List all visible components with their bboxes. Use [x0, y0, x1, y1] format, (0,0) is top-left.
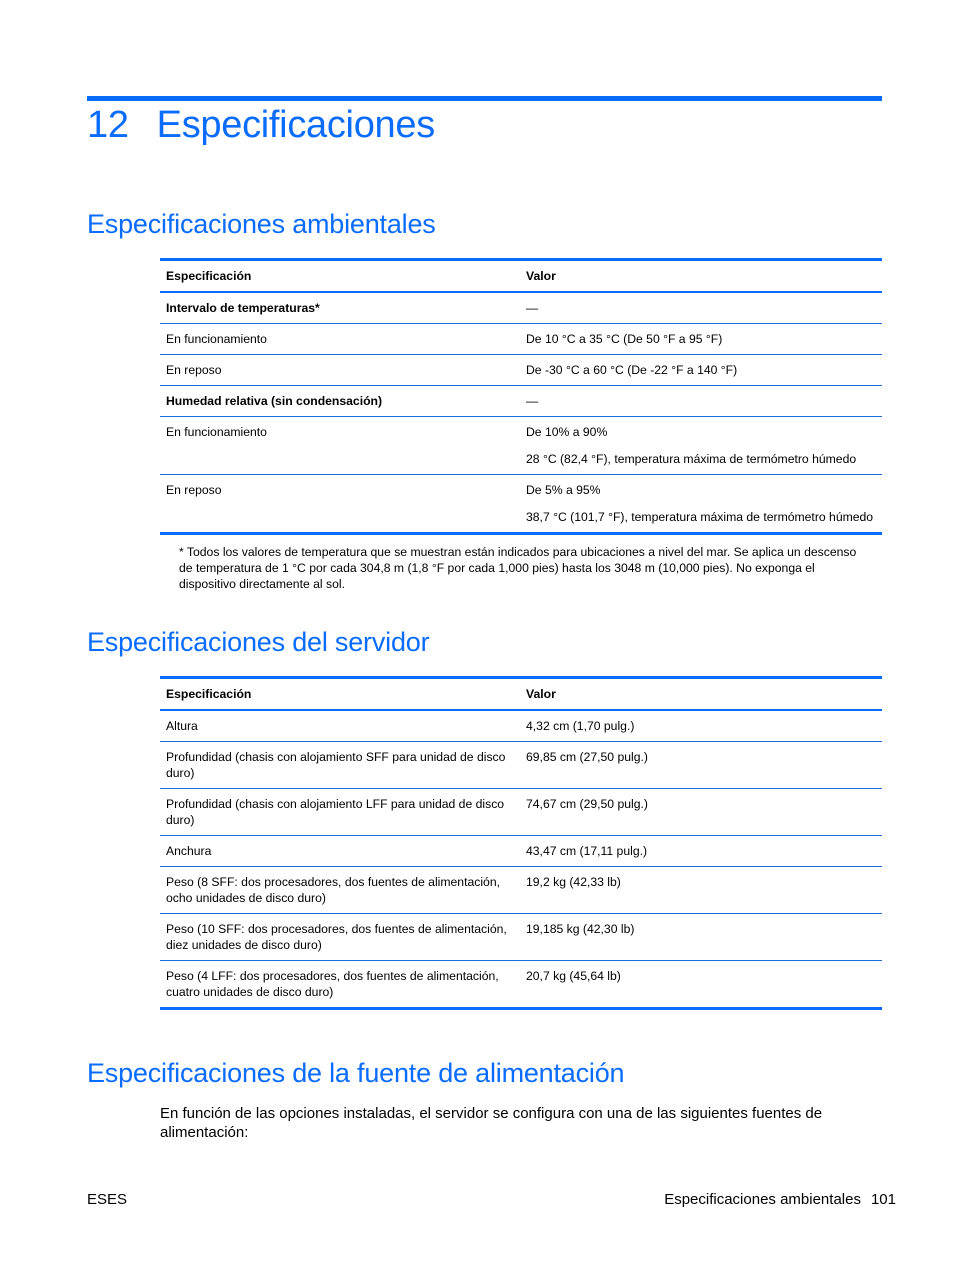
section-title-environmental: Especificaciones ambientales [87, 209, 436, 239]
row-value: — [526, 301, 539, 315]
row-label: Altura [166, 719, 198, 733]
row-value-primary: De 5% a 95% [526, 483, 601, 497]
row-value [520, 417, 882, 475]
table-row [160, 867, 882, 914]
table-row [160, 836, 882, 867]
section-title-server: Especificaciones del servidor [87, 627, 430, 657]
table-row [160, 742, 882, 789]
table-row [160, 355, 882, 386]
table-header-row [160, 260, 882, 293]
row-value: 74,67 cm (29,50 pulg.) [526, 797, 648, 811]
table-row [160, 324, 882, 355]
footer-section: Especificaciones ambientales [664, 1191, 861, 1208]
power-supply-intro: En función de las opciones instaladas, el servidor se configura con una de las siguientes fuentes de alimentación: [160, 1105, 823, 1141]
chapter-title [87, 104, 435, 147]
row-value-primary: De 10% a 90% [526, 425, 608, 439]
row-value: De -30 °C a 60 °C (De -22 °F a 140 °F) [526, 363, 738, 377]
row-label: Profundidad (chasis con alojamiento SFF para unidad de disco duro) [166, 750, 506, 780]
row-label: En funcionamiento [166, 332, 267, 346]
row-label: Anchura [166, 844, 212, 858]
server-spec-table [160, 676, 882, 1010]
row-value-secondary: 38,7 °C (101,7 °F), temperatura máxima de termómetro húmedo [526, 510, 874, 524]
column-header-spec: Especificación [166, 269, 252, 283]
row-value: 19,2 kg (42,33 lb) [526, 875, 621, 889]
row-value: 20,7 kg (45,64 lb) [526, 969, 621, 983]
row-value: 69,85 cm (27,50 pulg.) [526, 750, 648, 764]
row-label: Peso (10 SFF: dos procesadores, dos fuentes de alimentación, diez unidades de disco duro) [166, 922, 507, 952]
page-number: 101 [870, 1191, 896, 1208]
row-label: Peso (4 LFF: dos procesadores, dos fuentes de alimentación, cuatro unidades de disco duro) [166, 969, 499, 999]
table-row [160, 292, 882, 324]
chapter-rule [87, 96, 882, 101]
row-label: Humedad relativa (sin condensación) [166, 394, 383, 408]
column-header-value: Valor [526, 269, 556, 283]
row-value: 4,32 cm (1,70 pulg.) [526, 719, 635, 733]
row-value: — [526, 394, 539, 408]
row-value: De 10 °C a 35 °C (De 50 °F a 95 °F) [526, 332, 723, 346]
row-label: En reposo [166, 363, 222, 377]
table-row [160, 475, 882, 534]
row-value-secondary: 28 °C (82,4 °F), temperatura máxima de termómetro húmedo [526, 452, 857, 466]
row-value: 43,47 cm (17,11 pulg.) [526, 844, 648, 858]
table-row [160, 914, 882, 961]
table-row [160, 710, 882, 742]
row-label: En reposo [166, 483, 222, 497]
table-row [160, 961, 882, 1009]
chapter-number: 12 [87, 104, 129, 146]
chapter-title-text: Especificaciones [156, 104, 435, 146]
column-header-value: Valor [526, 687, 556, 701]
row-value [520, 475, 882, 534]
footer-locale: ESES [87, 1191, 128, 1208]
row-label: En funcionamiento [166, 425, 267, 439]
row-label: Profundidad (chasis con alojamiento LFF para unidad de disco duro) [166, 797, 505, 827]
section-title-power-supply: Especificaciones de la fuente de alimentación [87, 1058, 625, 1088]
row-label: Peso (8 SFF: dos procesadores, dos fuentes de alimentación, ocho unidades de disco duro) [166, 875, 500, 905]
footer-page-info [664, 1191, 896, 1208]
table-row [160, 386, 882, 417]
row-label: Intervalo de temperaturas* [166, 301, 320, 315]
row-value: 19,185 kg (42,30 lb) [526, 922, 635, 936]
table-row [160, 417, 882, 475]
environmental-spec-table [160, 258, 882, 535]
temperature-footnote: * Todos los valores de temperatura que se muestran están indicados para ubicaciones a nivel del mar. Se aplica un descenso de temperatura de 1 °C por cada 304,8 m (1,8 °F por cada 1,000 pies) hasta los 3048 m (10,000 pies). No exponga el dispositivo directamente al sol. [179, 545, 857, 591]
column-header-spec: Especificación [166, 687, 252, 701]
table-header-row [160, 678, 882, 711]
table-row [160, 789, 882, 836]
